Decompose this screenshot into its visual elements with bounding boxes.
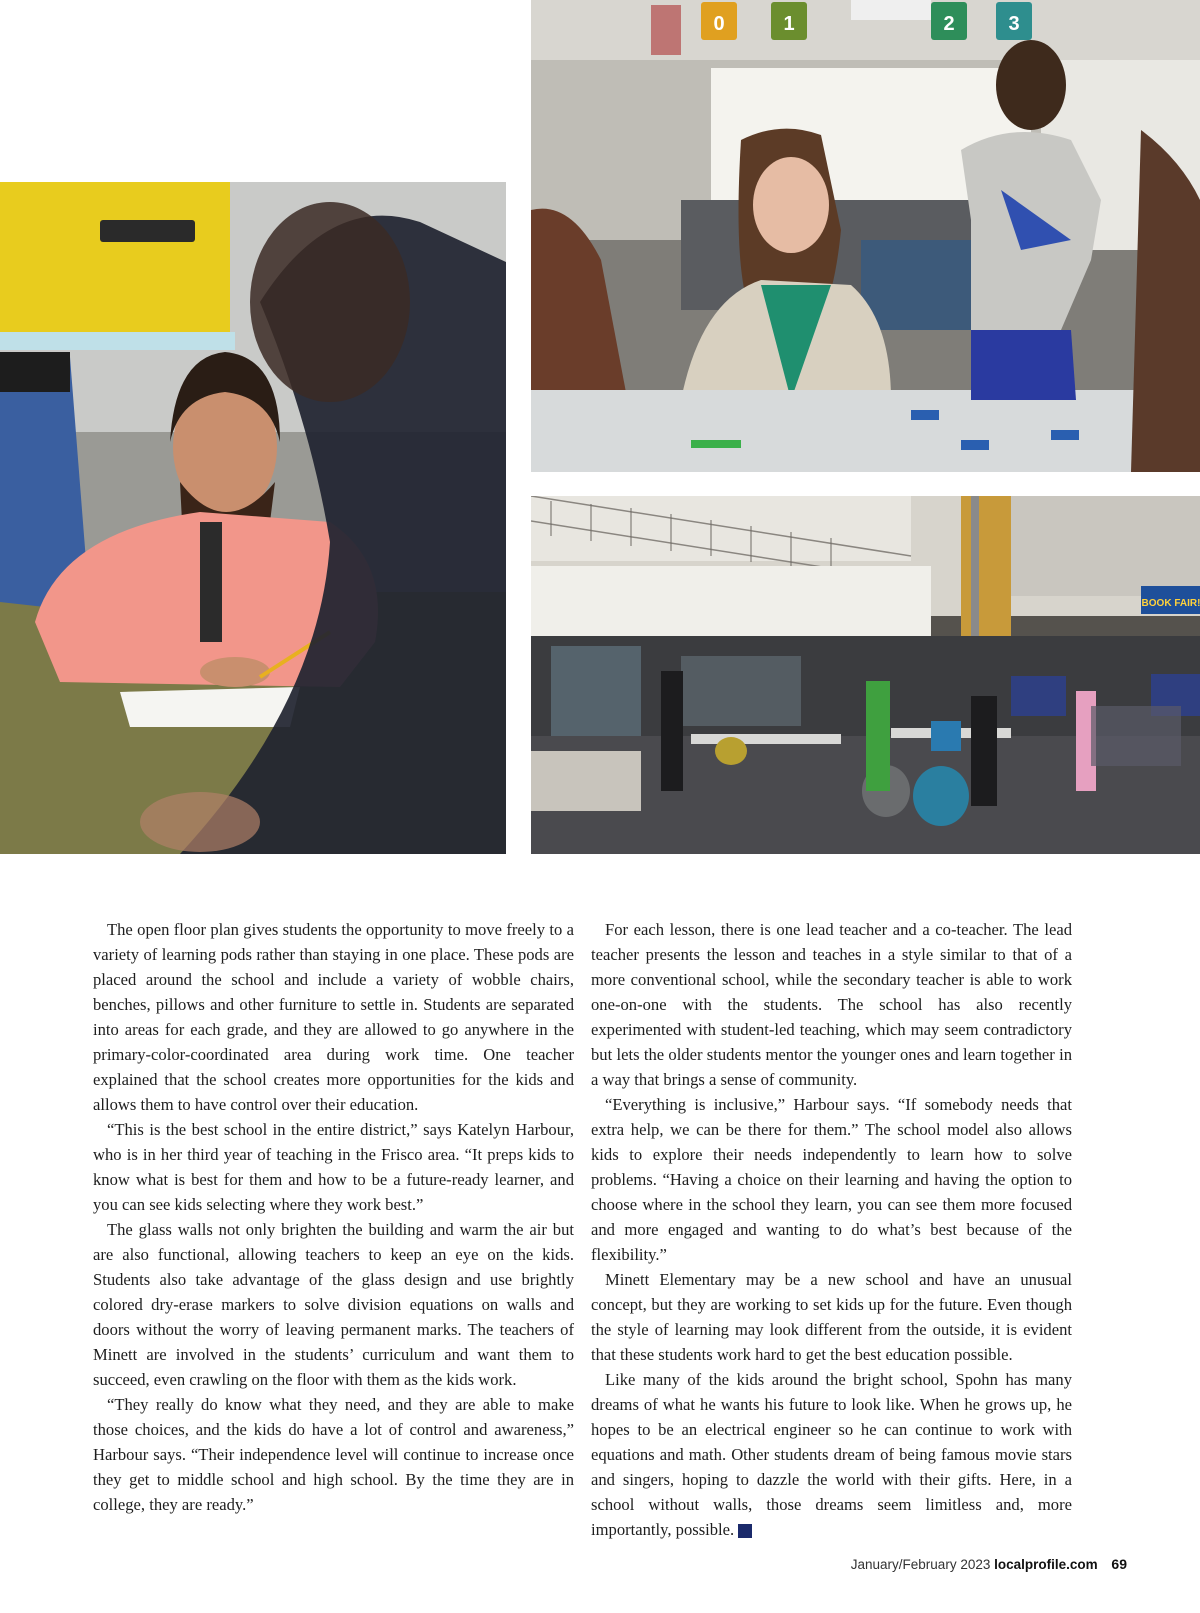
page-footer: [851, 1556, 1127, 1572]
paragraph: Minett Elementary may be a new school and have an unusual concept, but they are working to set kids up for the future. Even though the style of learning may look different from the outside, it is evident that these students work hard to get the best education possible.: [591, 1270, 1072, 1364]
photo-teacher-on-floor: [0, 182, 506, 854]
page-number: 69: [1111, 1556, 1127, 1572]
paragraph: For each lesson, there is one lead teacher and a co-teacher. The lead teacher presents the lesson and teaches in a style similar to that of a more conventional school, while the secondary teacher is able to work one-on-one with the students. The school has also recently experimented with student-led teaching, which may seem contradictory but lets the older students mentor the younger ones and learn together in a way that brings a sense of community.: [591, 920, 1072, 1089]
photo-learning-commons: [531, 496, 1200, 854]
paragraph-final-text: Like many of the kids around the bright school, Spohn has many dreams of what he wants his future to look like. When he grows up, he hopes to be an electrical engineer so he can continue to work with equations and math. Other students dream of being famous movie stars and singers, hoping to dazzle the world with their gifts. Here, in a school without walls, those dreams seem limitless and, more importantly, possible.: [591, 1370, 1072, 1539]
book-fair-sign: BOOK FAIR!: [1141, 598, 1200, 609]
article-column-left: [93, 917, 574, 1517]
letter-card-3: 3: [1008, 13, 1020, 35]
paragraph-final: [591, 1367, 1072, 1542]
paragraph: The glass walls not only brighten the building and warm the air but are also functional, allowing teachers to keep an eye on the kids. Students also take advantage of the glass design and use brightly colored dry-erase markers to solve division equations on walls and doors without the worry of leaving permanent marks. The teachers of Minett are involved in the students’ curriculum and want them to succeed, even crawling on the floor with them as the kids work.: [93, 1220, 574, 1389]
paragraph: “This is the best school in the entire district,” says Katelyn Harbour, who is in her third year of teaching in the Frisco area. “It preps kids to know what is best for them and how to be a future-ready learner, and you can see kids selecting where they work best.”: [93, 1120, 574, 1214]
end-mark-logo-icon: lp: [738, 1524, 752, 1538]
article-column-right: [591, 917, 1072, 1542]
paragraph: “They really do know what they need, and they are able to make those choices, and the kids do have a lot of control and awareness,” Harbour says. “Their independence level will continue to increase once they get to middle school and high school. By the time they are in college, they are ready.”: [93, 1395, 574, 1514]
photo-teacher-at-table: [531, 0, 1200, 472]
letter-card-1: 1: [783, 13, 795, 35]
paragraph: “Everything is inclusive,” Harbour says. “If somebody needs that extra help, we can be there for them.” The school model also allows kids to explore their needs independently to learn how to solve problems. “Having a choice on their learning and having the option to choose where in the school they learn, you can see them more focused and more engaged and wanting to do what’s best because of the flexibility.”: [591, 1095, 1072, 1264]
issue-date: January/February 2023: [850, 1557, 991, 1572]
website-link[interactable]: localprofile.com: [994, 1557, 1098, 1572]
letter-card-0: 0: [713, 13, 725, 35]
letter-card-2: 2: [943, 13, 955, 35]
paragraph: The open floor plan gives students the opportunity to move freely to a variety of learning pods rather than staying in one place. These pods are placed around the school and include a variety of wobble chairs, benches, pillows and other furniture to settle in. Students are separated into areas for each grade, and they are allowed to go anywhere in the primary-color-coordinated area during work time. One teacher explained that the school creates more opportunities for the kids and allows them to have control over their education.: [93, 920, 574, 1114]
